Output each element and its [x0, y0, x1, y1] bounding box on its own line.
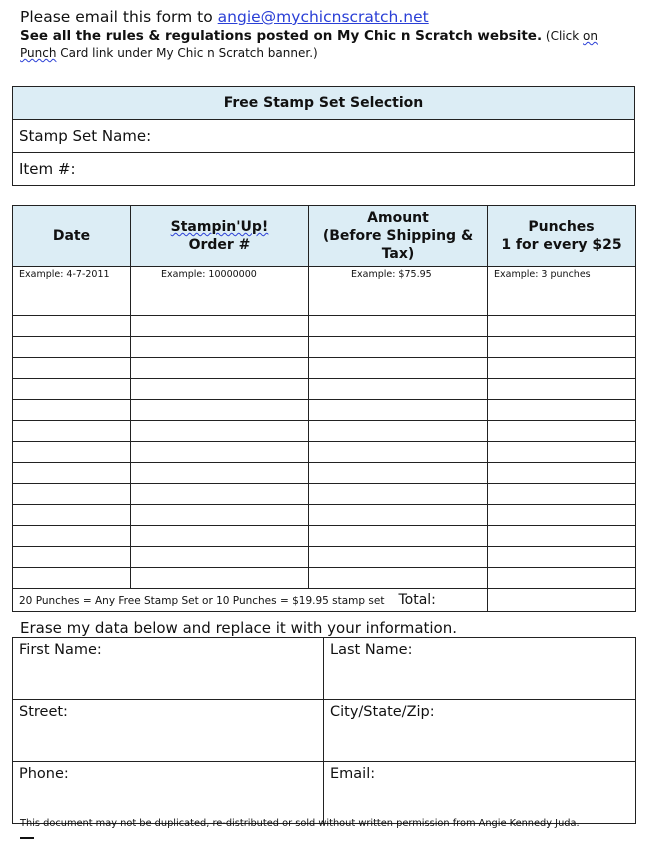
order-table [12, 205, 636, 612]
rules-text: See all the rules & regulations posted on My Chic n Scratch website. [20, 28, 543, 44]
punches-cell[interactable] [488, 316, 636, 337]
order-number-cell[interactable] [131, 463, 309, 484]
column-header-punches-line1: Punches [528, 219, 595, 235]
column-header-date-line1: Date [52, 228, 91, 244]
total-label: Total: [398, 592, 436, 608]
footer-row [13, 589, 636, 612]
table-row [13, 547, 636, 568]
table-row [13, 358, 636, 379]
intro-block [20, 8, 650, 62]
example-amount[interactable]: Example: $75.95 [309, 267, 488, 316]
example-punches[interactable]: Example: 3 punches [488, 267, 636, 316]
column-header-date [13, 206, 131, 267]
column-header-punches-line2: 1 for every $25 [501, 237, 622, 253]
amount-cell[interactable] [309, 379, 488, 400]
date-cell[interactable] [13, 442, 131, 463]
date-cell[interactable] [13, 379, 131, 400]
stamp-set-selection-table [12, 86, 635, 186]
order-number-cell[interactable] [131, 421, 309, 442]
column-header-amount [309, 206, 488, 267]
column-header-amount-line3: Tax) [381, 246, 415, 262]
order-number-cell[interactable] [131, 526, 309, 547]
amount-cell[interactable] [309, 568, 488, 589]
date-cell[interactable] [13, 337, 131, 358]
punches-cell[interactable] [488, 547, 636, 568]
date-cell[interactable] [13, 484, 131, 505]
date-cell[interactable] [13, 421, 131, 442]
table-row [13, 526, 636, 547]
city-state-zip-field[interactable]: City/State/Zip: [324, 700, 636, 762]
punches-cell[interactable] [488, 484, 636, 505]
punches-cell[interactable] [488, 442, 636, 463]
contact-info-table [12, 637, 636, 824]
punch-word: Punch [20, 46, 57, 60]
amount-cell[interactable] [309, 421, 488, 442]
contact-row [13, 638, 636, 700]
column-header-order-number [131, 206, 309, 267]
amount-cell[interactable] [309, 505, 488, 526]
date-cell[interactable] [13, 316, 131, 337]
punches-cell[interactable] [488, 526, 636, 547]
order-number-cell[interactable] [131, 400, 309, 421]
example-row [13, 267, 636, 316]
date-cell[interactable] [13, 505, 131, 526]
date-cell[interactable] [13, 400, 131, 421]
amount-cell[interactable] [309, 358, 488, 379]
punches-cell[interactable] [488, 505, 636, 526]
table-row [13, 442, 636, 463]
stamp-set-selection-header: Free Stamp Set Selection [13, 87, 635, 120]
copyright-disclaimer: This document may not be duplicated, re-distributed or sold without written permission from Angie Kennedy Juda. [20, 818, 580, 829]
email-link[interactable]: angie@mychicnscratch.net [217, 8, 429, 26]
amount-cell[interactable] [309, 316, 488, 337]
punches-cell[interactable] [488, 400, 636, 421]
order-number-cell[interactable] [131, 379, 309, 400]
table-row [13, 484, 636, 505]
punches-cell[interactable] [488, 379, 636, 400]
punches-cell[interactable] [488, 358, 636, 379]
contact-section-title: Erase my data below and replace it with your information. [20, 619, 458, 637]
table-row [13, 400, 636, 421]
intro-email-prefix: Please email this form to [20, 8, 218, 26]
date-cell[interactable] [13, 568, 131, 589]
phone-field[interactable]: Phone: [13, 762, 324, 824]
last-name-field[interactable]: Last Name: [324, 638, 636, 700]
order-number-cell[interactable] [131, 505, 309, 526]
punches-cell[interactable] [488, 568, 636, 589]
column-header-order-line2: Order # [188, 237, 251, 253]
first-name-field[interactable]: First Name: [13, 638, 324, 700]
order-number-cell[interactable] [131, 547, 309, 568]
stamp-set-name-field[interactable]: Stamp Set Name: [13, 120, 635, 153]
table-row [13, 463, 636, 484]
amount-cell[interactable] [309, 484, 488, 505]
table-row [13, 316, 636, 337]
order-header-row [13, 206, 636, 267]
punches-cell[interactable] [488, 421, 636, 442]
column-header-amount-line1: Amount [367, 210, 429, 226]
example-date[interactable]: Example: 4-7-2011 [13, 267, 131, 316]
date-cell[interactable] [13, 547, 131, 568]
table-row [13, 568, 636, 589]
column-header-order-line1: Stampin'Up! [170, 219, 269, 235]
order-number-cell[interactable] [131, 316, 309, 337]
date-cell[interactable] [13, 358, 131, 379]
amount-cell[interactable] [309, 400, 488, 421]
order-number-cell[interactable] [131, 442, 309, 463]
order-number-cell[interactable] [131, 484, 309, 505]
contact-row [13, 762, 636, 824]
amount-cell[interactable] [309, 547, 488, 568]
table-row [13, 505, 636, 526]
order-number-cell[interactable] [131, 358, 309, 379]
amount-cell[interactable] [309, 337, 488, 358]
intro-line-rules [20, 28, 650, 62]
order-number-cell[interactable] [131, 568, 309, 589]
punches-cell[interactable] [488, 337, 636, 358]
date-cell[interactable] [13, 463, 131, 484]
email-field[interactable]: Email: [324, 762, 636, 824]
amount-cell[interactable] [309, 526, 488, 547]
amount-cell[interactable] [309, 442, 488, 463]
on-word: on [583, 29, 598, 43]
table-row [13, 379, 636, 400]
order-number-cell[interactable] [131, 337, 309, 358]
table-row [13, 337, 636, 358]
punch-rules-note [13, 589, 488, 612]
punch-card-instruction: Card link under My Chic n Scratch banner.) [56, 46, 318, 60]
intro-line-email [20, 8, 650, 27]
item-number-field[interactable]: Item #: [13, 153, 635, 186]
example-order-number[interactable]: Example: 10000000 [131, 267, 309, 316]
contact-row [13, 700, 636, 762]
punch-rules-text: 20 Punches = Any Free Stamp Set or 10 Punches = $19.95 stamp set [19, 595, 385, 607]
column-header-amount-line2: (Before Shipping & [322, 228, 474, 244]
total-cell[interactable] [488, 589, 636, 612]
street-field[interactable]: Street: [13, 700, 324, 762]
column-header-punches [488, 206, 636, 267]
date-cell[interactable] [13, 526, 131, 547]
amount-cell[interactable] [309, 463, 488, 484]
table-row [13, 421, 636, 442]
click-prefix: (Click [542, 29, 583, 43]
punches-cell[interactable] [488, 463, 636, 484]
